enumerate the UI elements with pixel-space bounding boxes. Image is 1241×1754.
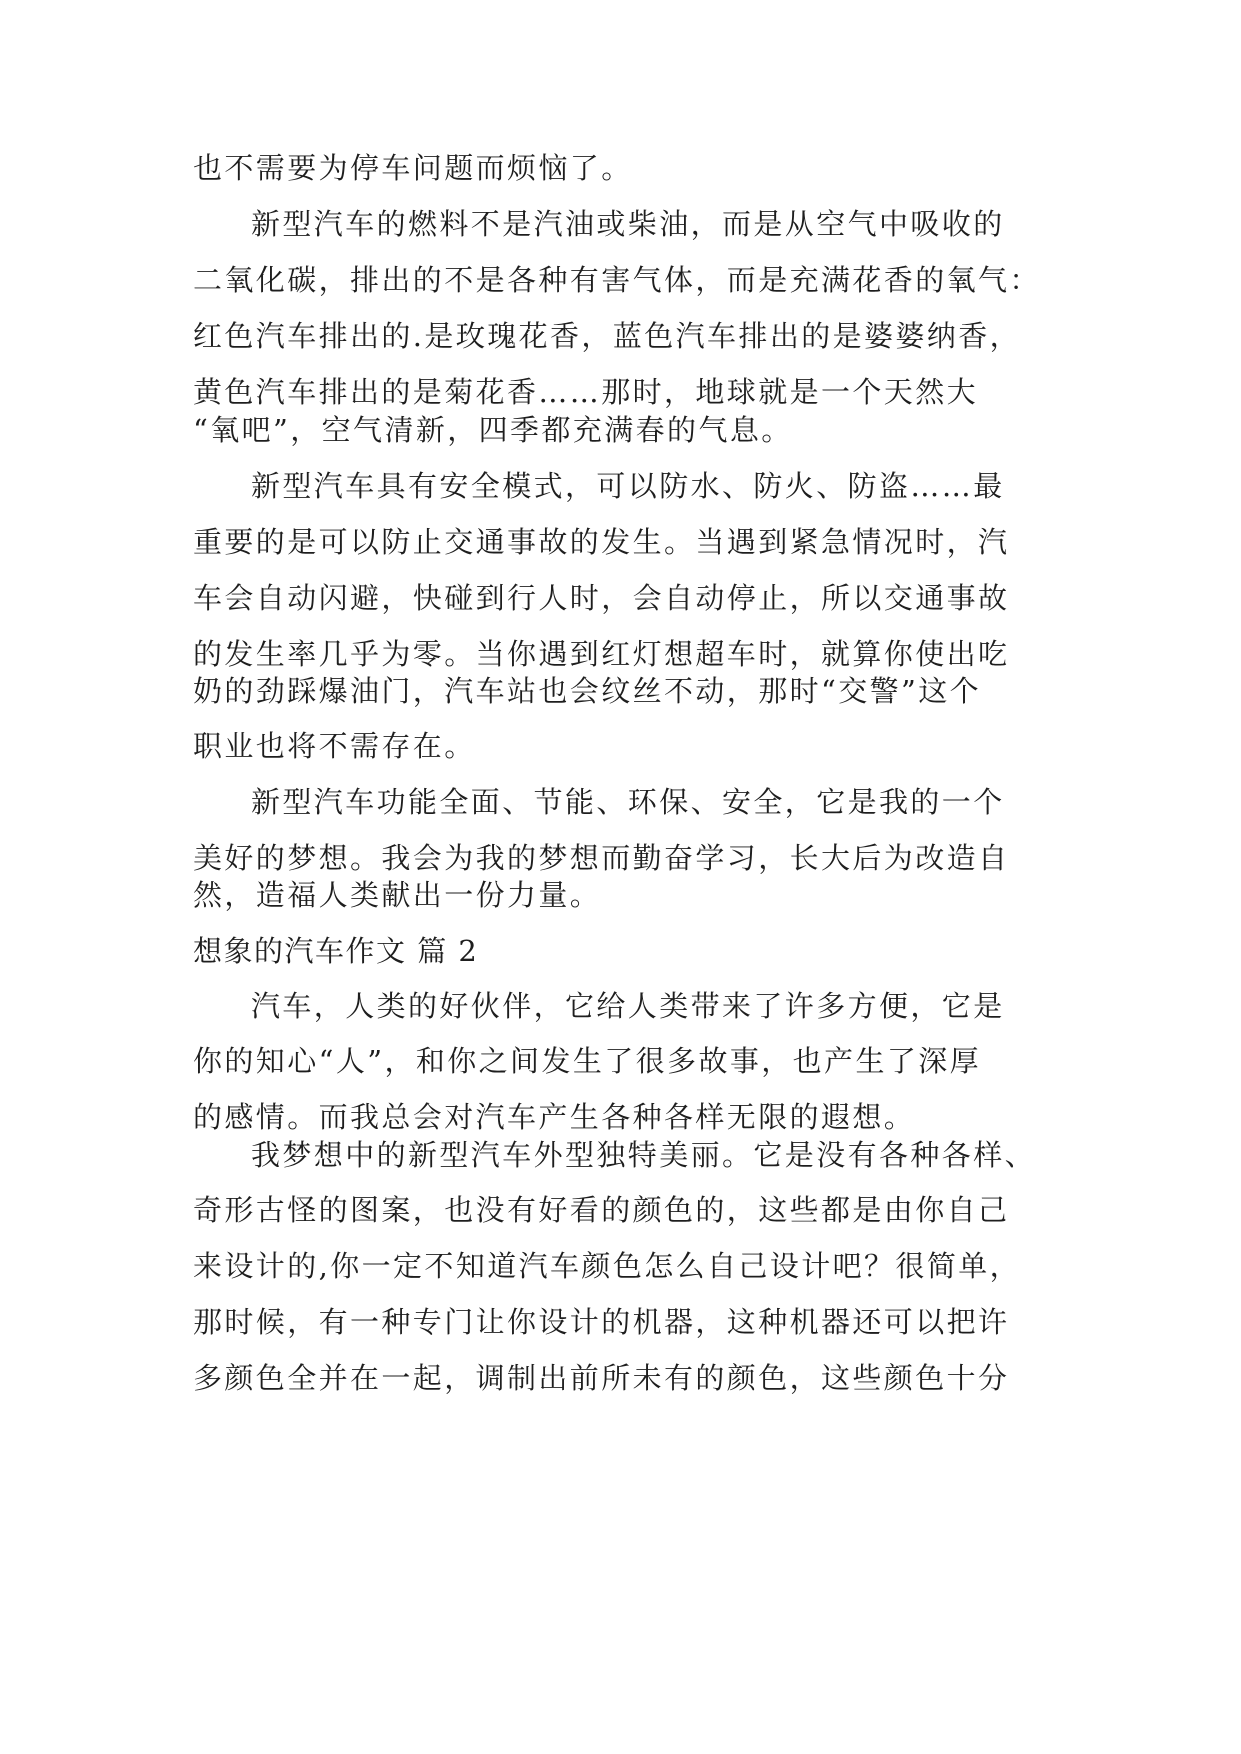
text-line: 然，造福人类献出一份力量。 (193, 878, 602, 912)
paragraph-first-line: 我梦想中的新型汽车外型独特美丽。它是没有各种各样、 (251, 1138, 1037, 1172)
paragraph-first-line: 新型汽车具有安全模式，可以防水、防火、防盗……最 (251, 469, 1005, 503)
text-line: “氧吧”，空气清新，四季都充满春的气息。 (193, 413, 793, 447)
text-line: 也不需要为停车问题而烦恼了。 (193, 151, 633, 185)
paragraph-first-line: 新型汽车的燃料不是汽油或柴油，而是从空气中吸收的 (251, 207, 1005, 241)
text-line: 那时候，有一种专门让你设计的机器，这种机器还可以把许 (193, 1305, 1010, 1339)
text-line: 奇形古怪的图案，也没有好看的颜色的，这些都是由你自己 (193, 1193, 1010, 1227)
paragraph-first-line: 新型汽车功能全面、节能、环保、安全，它是我的一个 (251, 785, 1005, 819)
text-line: 车会自动闪避，快碰到行人时，会自动停止，所以交通事故 (193, 581, 1010, 615)
text-line: 来设计的,你一定不知道汽车颜色怎么自己设计吧？很简单， (193, 1249, 1022, 1283)
text-line: 的发生率几乎为零。当你遇到红灯想超车时，就算你使出吃 (193, 637, 1010, 671)
text-line: 你的知心“人”，和你之间发生了很多故事，也产生了深厚 (193, 1044, 982, 1078)
text-line: 奶的劲踩爆油门，汽车站也会纹丝不动，那时“交警”这个 (193, 674, 982, 708)
text-line: 的感情。而我总会对汽车产生各种各样无限的遐想。 (193, 1100, 916, 1134)
text-line: 黄色汽车排出的是菊花香……那时，地球就是一个天然大 (193, 375, 979, 409)
text-line: 红色汽车排出的.是玫瑰花香，蓝色汽车排出的是婆婆纳香， (193, 319, 1022, 353)
text-line: 多颜色全并在一起，调制出前所未有的颜色，这些颜色十分 (193, 1361, 1010, 1395)
text-line: 职业也将不需存在。 (193, 729, 476, 763)
section-heading: 想象的汽车作文 篇 2 (193, 934, 479, 968)
paragraph-first-line: 汽车，人类的好伙伴，它给人类带来了许多方便，它是 (251, 989, 1005, 1023)
text-line: 二氧化碳，排出的不是各种有害气体，而是充满花香的氧气： (193, 263, 1041, 297)
text-line: 美好的梦想。我会为我的梦想而勤奋学习，长大后为改造自 (193, 841, 1010, 875)
text-line: 重要的是可以防止交通事故的发生。当遇到紧急情况时，汽 (193, 525, 1010, 559)
